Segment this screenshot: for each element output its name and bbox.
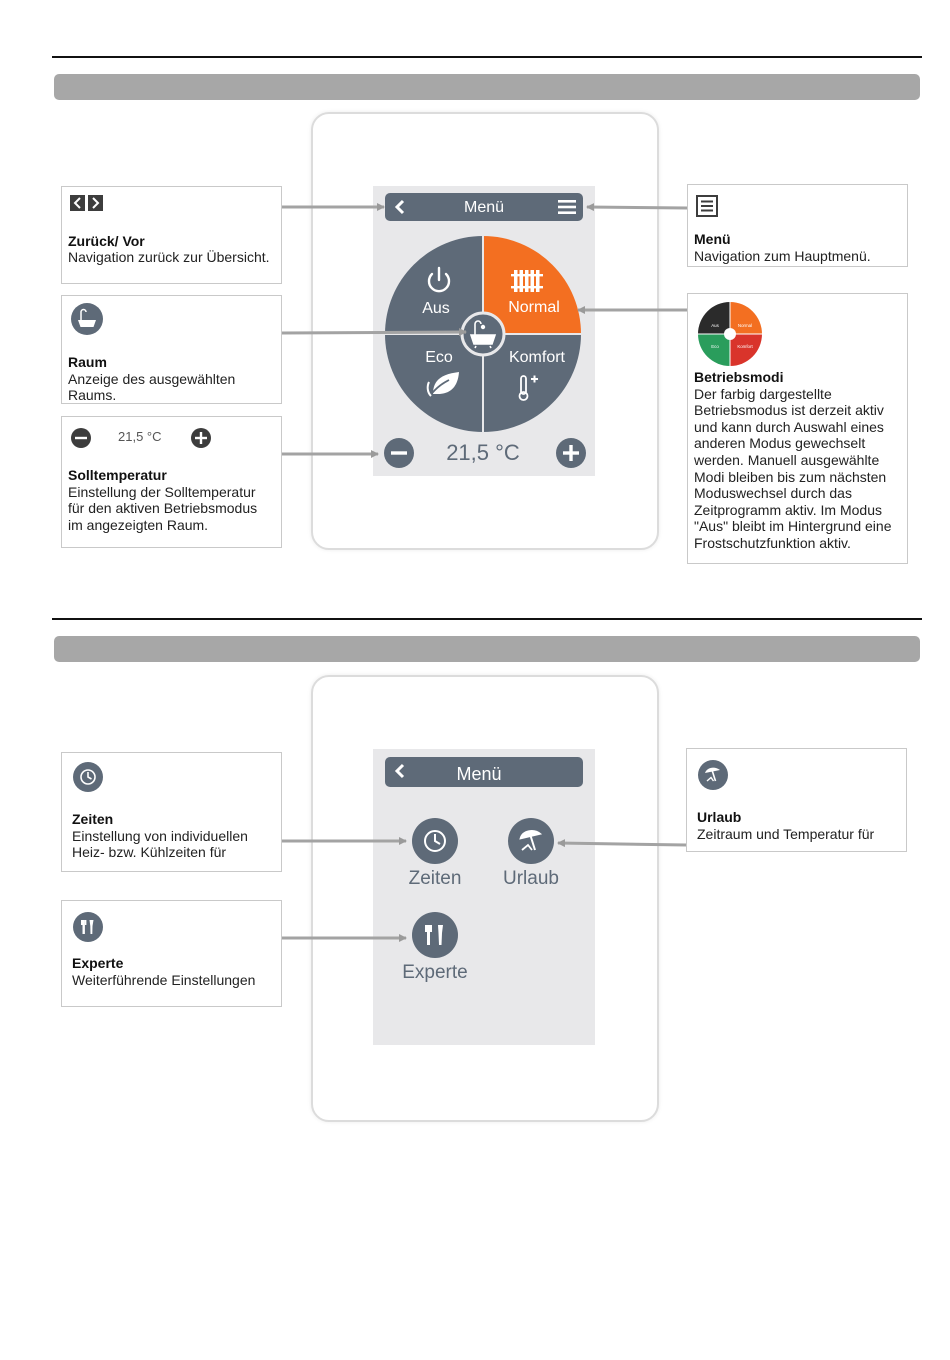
callout-menu-heading: Menü (694, 231, 731, 247)
callout-expert-heading: Experte (72, 955, 124, 971)
mode-comfort-label: Komfort (508, 349, 565, 366)
callout-room-heading: Raum (68, 354, 107, 370)
callout-navigation-heading: Zurück/ Vor (68, 232, 145, 249)
mini-label-normal: Normal (737, 323, 753, 328)
callout-holiday-text: Zeitraum und Temperatur für (697, 825, 875, 842)
menu-title: Menü (456, 764, 502, 784)
callout-modes-heading: Betriebsmodi (694, 369, 784, 385)
callout-modes-text: Der farbig dargestellte Betriebsmodus ist derzeit aktiv und kann durch Auswahl eines anderen Modus gewechselt werden. Manuell ausgewählte Modi bleiben bis zum nächsten Moduswechsel durch das Zeitprogramm aktiv. Im Modus "Aus" bleibt im Hintergrund eine Frostschutzfunktion aktiv. (694, 385, 892, 551)
callout-holiday-heading: Urlaub (697, 809, 742, 825)
callout-room-text: Anzeige des ausgewählten Raums. (68, 370, 236, 404)
menu-title: Menü (463, 199, 505, 216)
mini-label-off: Aus (711, 323, 719, 328)
callout-arrows-1 (0, 0, 950, 620)
expert-label[interactable]: Experte (402, 962, 468, 983)
mini-label-comfort: Komfort (737, 344, 753, 349)
callout-expert-text: Weiterführende Einstellungen (72, 971, 256, 988)
callout-setpoint-text: Einstellung der Solltemperatur für den aktiven Betriebsmodus im angezeigten Raum. (68, 483, 258, 533)
times-label[interactable]: Zeiten (408, 868, 462, 889)
callout-times-text: Einstellung von individuellen Heiz- bzw. Kühlzeiten für (72, 827, 248, 861)
mini-label-eco: Eco (711, 344, 719, 349)
mode-normal-label: Normal (508, 299, 560, 316)
callout-setpoint-heading: Solltemperatur (68, 467, 167, 483)
callout-times-heading: Zeiten (72, 811, 114, 827)
holiday-label[interactable]: Urlaub (503, 868, 559, 889)
mode-eco-label: Eco (425, 349, 453, 366)
callout-arrows-2 (0, 620, 950, 1040)
mode-off-label: Aus (422, 300, 450, 317)
callout-menu-text: Navigation zum Hauptmenü. (694, 247, 871, 264)
callout-setpoint-sample: 21,5 °C (118, 429, 162, 444)
setpoint-temperature: 21,5 °C (446, 440, 520, 465)
callout-navigation-text: Navigation zurück zur Übersicht. (68, 249, 270, 266)
